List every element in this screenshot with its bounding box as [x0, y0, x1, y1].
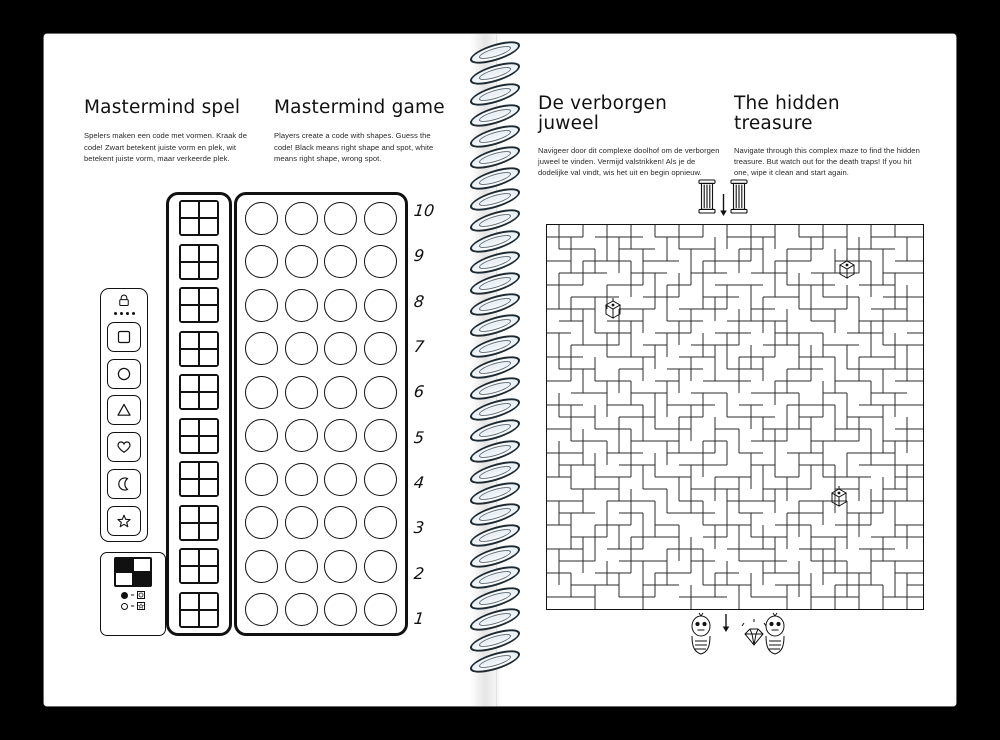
- instructions-nl: Spelers maken een code met vormen. Kraak de code! Zwart betekent juiste vorm en plek, wit betekent juiste vorm, maar verkeerde plek.: [84, 131, 247, 163]
- code-peg[interactable]: [324, 593, 357, 626]
- shape-square: [107, 322, 141, 352]
- row-number: 5: [413, 427, 426, 447]
- maze-instructions-nl: Navigeer door dit complexe doolhof om de verborgen juweel te vinden. Vermijd valstrikken! Als je de dodelijke val vindt, wis het uit en begin opnieuw.: [538, 145, 720, 178]
- code-peg[interactable]: [285, 289, 318, 322]
- code-peg[interactable]: [364, 463, 397, 496]
- code-peg[interactable]: [285, 550, 318, 583]
- row-number: 4: [413, 472, 426, 492]
- peg-dots: [114, 312, 135, 315]
- code-row[interactable]: [245, 592, 397, 628]
- mastermind-nl-column: [84, 98, 258, 164]
- legend-shape-sample-1: [137, 591, 145, 599]
- maze-title-en: The hidden treasure: [734, 93, 840, 135]
- mastermind-key-column[interactable]: [166, 192, 232, 636]
- code-peg[interactable]: [364, 245, 397, 278]
- row-number: 6: [413, 381, 426, 401]
- key-quad-row[interactable]: [179, 505, 219, 541]
- code-row[interactable]: [245, 548, 397, 584]
- code-row[interactable]: [245, 418, 397, 454]
- code-peg[interactable]: [324, 463, 357, 496]
- row-number: 9: [413, 245, 426, 265]
- top-entrance-arrow: [720, 194, 727, 216]
- code-peg[interactable]: [245, 289, 278, 322]
- code-peg[interactable]: [364, 202, 397, 235]
- row-number: 10: [413, 200, 436, 220]
- legend-white-row: [105, 602, 161, 610]
- code-row[interactable]: [245, 244, 397, 280]
- shape-star: [107, 506, 141, 536]
- key-quad-row[interactable]: [179, 244, 219, 280]
- code-peg[interactable]: [245, 245, 278, 278]
- white-peg-icon: [121, 603, 128, 610]
- code-peg[interactable]: [364, 376, 397, 409]
- legend-equals-2: =: [130, 602, 135, 610]
- row-number: 1: [413, 608, 426, 628]
- legend-shape-sample-2: [137, 602, 145, 610]
- code-row[interactable]: [245, 505, 397, 541]
- code-peg[interactable]: [364, 419, 397, 452]
- key-quad-row[interactable]: [179, 287, 219, 323]
- page-title-nl: Mastermind spel: [84, 97, 241, 118]
- code-peg[interactable]: [245, 419, 278, 452]
- maze-en-column: [734, 94, 924, 178]
- shape-triangle: [107, 395, 141, 425]
- trap-box-icon: [829, 485, 849, 507]
- key-quad-row[interactable]: [179, 461, 219, 497]
- code-peg[interactable]: [285, 463, 318, 496]
- spiral-binding: [466, 44, 522, 674]
- trap-box-icon: [837, 257, 857, 279]
- code-peg[interactable]: [364, 593, 397, 626]
- code-row[interactable]: [245, 287, 397, 323]
- code-peg[interactable]: [285, 593, 318, 626]
- code-row[interactable]: [245, 200, 397, 236]
- code-peg[interactable]: [324, 419, 357, 452]
- shapes-legend-strip: [100, 288, 148, 542]
- maze-grid[interactable]: [546, 224, 924, 610]
- maze-nl-column: [538, 94, 724, 178]
- two-pillars-icon: [694, 176, 778, 222]
- code-peg[interactable]: [324, 376, 357, 409]
- bottom-exit-arrow: [723, 614, 730, 632]
- padlock-icon: [107, 293, 141, 315]
- code-row[interactable]: [245, 374, 397, 410]
- row-number-column: [414, 192, 448, 636]
- legend-equals-1: =: [130, 591, 135, 599]
- key-quad-row[interactable]: [179, 548, 219, 584]
- code-peg[interactable]: [245, 332, 278, 365]
- shape-moon: [107, 469, 141, 499]
- key-quad-row[interactable]: [179, 374, 219, 410]
- gem-icon: [742, 619, 766, 645]
- shape-circle: [107, 359, 141, 389]
- code-peg[interactable]: [245, 202, 278, 235]
- shape-heart: [107, 432, 141, 462]
- code-peg[interactable]: [245, 550, 278, 583]
- black-peg-icon: [121, 592, 128, 599]
- code-row[interactable]: [245, 461, 397, 497]
- legend-black-row: [105, 591, 161, 599]
- code-peg[interactable]: [324, 550, 357, 583]
- code-peg[interactable]: [285, 332, 318, 365]
- code-peg[interactable]: [324, 202, 357, 235]
- code-peg[interactable]: [285, 202, 318, 235]
- code-peg[interactable]: [285, 245, 318, 278]
- key-quad-row[interactable]: [179, 418, 219, 454]
- code-peg[interactable]: [245, 376, 278, 409]
- key-legend: [100, 552, 166, 636]
- code-peg[interactable]: [364, 550, 397, 583]
- code-row[interactable]: [245, 331, 397, 367]
- legend-quad-sample: [114, 557, 152, 587]
- code-peg[interactable]: [364, 332, 397, 365]
- code-peg[interactable]: [364, 506, 397, 539]
- code-peg[interactable]: [285, 376, 318, 409]
- key-quad-row[interactable]: [179, 331, 219, 367]
- code-peg[interactable]: [324, 245, 357, 278]
- two-skull-figures-icon: [686, 612, 790, 660]
- maze-instructions-en: Navigate through this complex maze to find the hidden treasure. But watch out for the death traps! If you hit one, wipe it clean and start again.: [734, 145, 920, 178]
- trap-box-icon: [603, 297, 623, 319]
- row-number: 3: [413, 517, 426, 537]
- code-peg[interactable]: [285, 419, 318, 452]
- row-number: 8: [413, 291, 426, 311]
- code-peg[interactable]: [245, 506, 278, 539]
- code-peg[interactable]: [245, 463, 278, 496]
- code-peg[interactable]: [324, 289, 357, 322]
- code-peg[interactable]: [364, 289, 397, 322]
- key-quad-row[interactable]: [179, 592, 219, 628]
- row-number: 7: [413, 336, 426, 356]
- row-number: 2: [413, 563, 426, 583]
- code-peg[interactable]: [324, 332, 357, 365]
- mastermind-en-column: [274, 98, 448, 164]
- page-title-en: Mastermind game: [274, 97, 445, 118]
- code-peg[interactable]: [285, 506, 318, 539]
- mastermind-code-grid[interactable]: [234, 192, 408, 636]
- code-peg[interactable]: [245, 593, 278, 626]
- maze-title-nl: De verborgen juweel: [538, 93, 668, 135]
- instructions-en: Players create a code with shapes. Guess the code! Black means right shape and spot, white means right shape, wrong spot.: [274, 131, 434, 163]
- key-quad-row[interactable]: [179, 200, 219, 236]
- code-peg[interactable]: [324, 506, 357, 539]
